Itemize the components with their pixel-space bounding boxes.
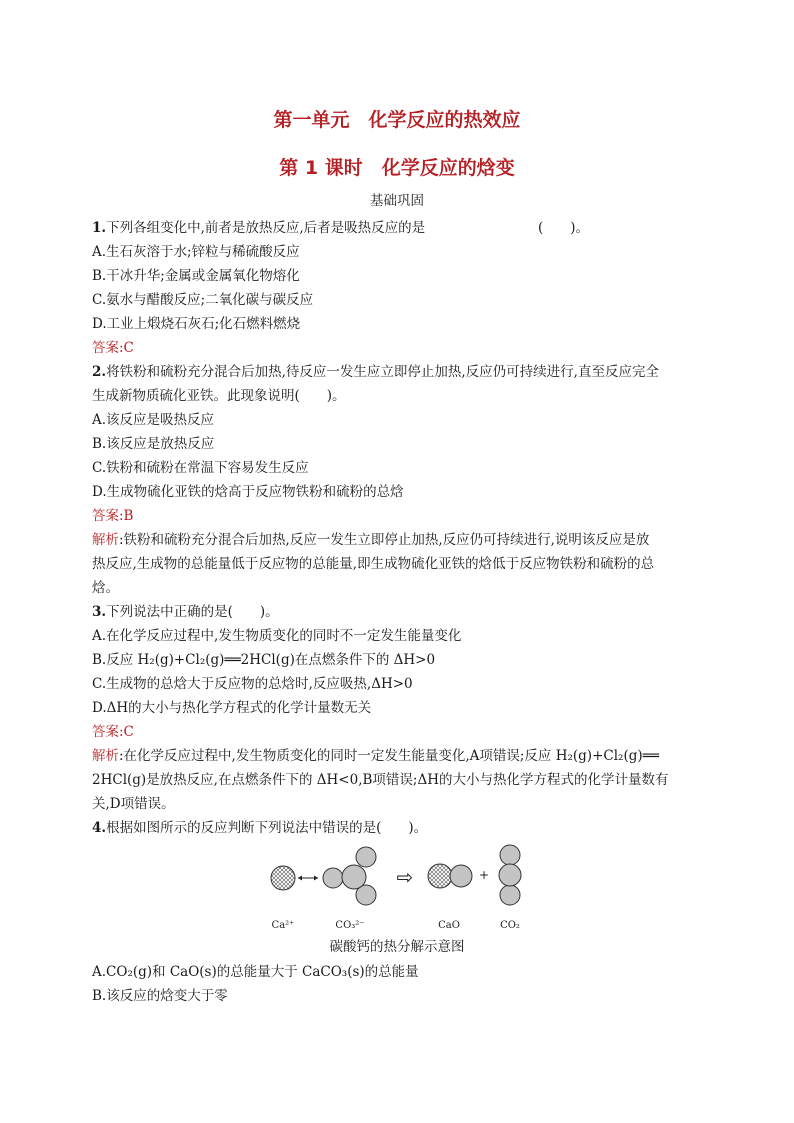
q2-stem-text: 将铁粉和硫粉充分混合后加热,待反应一发生应立即停止加热,反应仍可持续进行,直至反应完全 [106,364,659,380]
q3-analysis-line2: 2HCl(g)是放热反应,在点燃条件下的 ΔH<0,B项错误;ΔH的大小与热化学方程式的化学计量数有 [92,772,669,788]
q1-number: 1. [92,220,107,236]
lesson-title: 第 1 课时 化学反应的焓变 [279,157,515,179]
q4-option-a: A.CO₂(g)和 CaO(s)的总能量大于 CaCO₃(s)的总能量 [92,964,419,980]
ca-ion-sphere [271,866,295,890]
q1-option-a: A.生石灰溶于水;锌粒与稀硫酸反应 [92,244,300,260]
q1-stem [92,218,425,238]
q3-analysis-line3: 关,D项错误。 [92,796,175,812]
q1-stem-text: 下列各组变化中,前者是放热反应,后者是吸热反应的是 [106,220,426,236]
section-heading: 基础巩固 [370,193,424,209]
cao-o-sphere [450,865,472,887]
q2-option-c: C.铁粉和硫粉在常温下容易发生反应 [92,460,309,476]
q2-analysis-line3: 焓。 [92,580,119,596]
q3-stem-text: 下列说法中正确的是( )。 [106,604,279,620]
q3-analysis-text: :在化学反应过程中,发生物质变化的同时一定发生能量变化,A项错误;反应 H₂(g)+Cl₂(g)══ [119,748,659,764]
label-ca-ion: Ca²⁺ [271,920,295,931]
q1-option-c: C.氨水与醋酸反应;二氧化碳与碳反应 [92,292,314,308]
co2-c-center [499,864,521,886]
q2-analysis-line1 [92,530,649,550]
q1-answer-paren: ( )。 [538,220,590,236]
q2-analysis-label: 解析 [92,532,119,548]
figure-caption: 碳酸钙的热分解示意图 [329,939,465,955]
q2-analysis-text: :铁粉和硫粉充分混合后加热,反应一发生立即停止加热,反应仍可持续进行,说明该反应是放 [119,532,650,548]
cao-ca-sphere [428,864,452,888]
q3-number: 3. [92,604,107,620]
q3-option-c: C.生成物的总焓大于反应物的总焓时,反应吸热,ΔH>0 [92,676,413,692]
reaction-arrow: ⇨ [396,865,414,889]
q3-analysis-line1 [92,746,659,766]
q4-option-b: B.该反应的焓变大于零 [92,988,228,1004]
q4-stem-text: 根据如图所示的反应判断下列说法中错误的是( )。 [106,820,428,836]
q3-answer: 答案:C [92,724,134,740]
q2-analysis-line2: 热反应,生成物的总能量低于反应物的总能量,即生成物硫化亚铁的焓低于反应物铁粉和硫粉的总 [92,556,655,572]
q3-option-b: B.反应 H₂(g)+Cl₂(g)══2HCl(g)在点燃条件下的 ΔH>0 [92,652,436,668]
label-carbonate: CO₃²⁻ [335,920,365,931]
q1-option-d: D.工业上煅烧石灰石;化石燃料燃烧 [92,316,301,332]
q2-option-d: D.生成物硫化亚铁的焓高于反应物铁粉和硫粉的总焓 [92,484,404,500]
carbonate-o-top [356,847,376,867]
q2-option-b: B.该反应是放热反应 [92,436,215,452]
carbonate-c-center [342,865,366,889]
carbonate-o-left [323,868,343,888]
label-co2: CO₂ [500,920,520,931]
co2-o-bottom [500,885,520,905]
q4-number: 4. [92,820,107,836]
plus-sign: + [478,868,490,882]
q2-number: 2. [92,364,107,380]
co2-o-top [500,845,520,865]
q3-stem [92,602,279,622]
q3-analysis-label: 解析 [92,748,119,764]
q4-stem [92,818,427,838]
q3-option-d: D.ΔH的大小与热化学方程式的化学计量数无关 [92,700,372,716]
label-cao: CaO [438,920,460,931]
q1-answer: 答案:C [92,340,134,356]
q1-option-b: B.干冰升华;金属或金属氧化物熔化 [92,268,300,284]
calcium-carbonate-decomposition-diagram [262,842,542,937]
q2-stem-line2: 生成新物质硫化亚铁。此现象说明( )。 [92,388,346,404]
q2-stem-line1 [92,362,659,382]
q2-option-a: A.该反应是吸热反应 [92,412,215,428]
q2-answer: 答案:B [92,508,134,524]
q3-option-a: A.在化学反应过程中,发生物质变化的同时不一定发生能量变化 [92,628,462,644]
unit-title: 第一单元 化学反应的热效应 [273,109,521,131]
